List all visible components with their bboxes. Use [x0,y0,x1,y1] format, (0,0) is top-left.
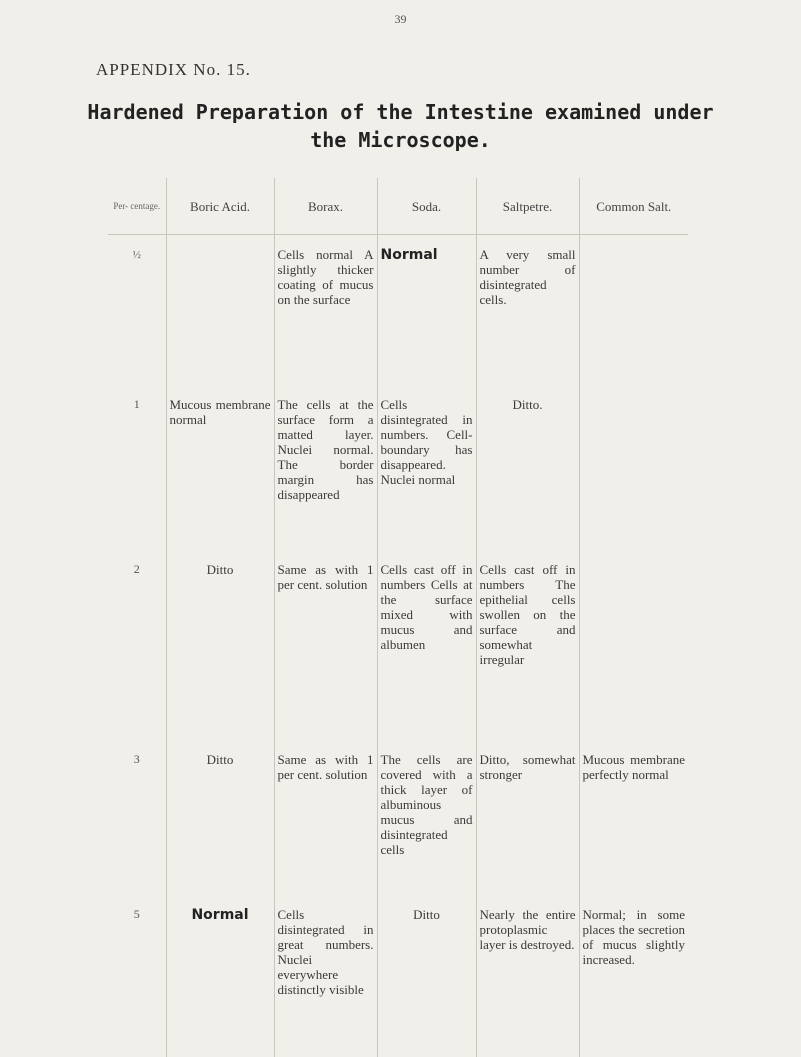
cell-common-salt: Mucous membrane perfectly normal [579,752,688,907]
cell-common-salt: Normal; in some places the secretion of mucus slightly increased. [579,907,688,1057]
cell-saltpetre: Cells cast off in numbers The epithelial cells swollen on the surface and somewhat irregular [476,562,579,752]
row-percentage: 2 [133,562,140,576]
cell-boric-acid: Mucous membrane normal [166,397,274,562]
cell-saltpetre: A very small number of disintegrated cells. [476,235,579,398]
table-row [108,235,688,398]
cell-boric-acid: Ditto [166,562,274,752]
header-boric-acid: Boric Acid. [166,178,274,235]
table-row [108,562,688,752]
table-row [108,752,688,907]
cell-soda: Ditto [377,907,476,1057]
page-title [60,98,741,154]
header-common-salt: Common Salt. [579,178,688,235]
cell-borax: Cells disintegrated in great numbers. Nuclei everywhere distinctly visible [274,907,377,1057]
row-percentage: 3 [133,752,140,766]
cell-soda: The cells are covered with a thick layer of albuminous mucus and disintegrated cells [377,752,476,907]
cell-boric-acid: Ditto [166,752,274,907]
cell-common-salt [579,397,688,562]
cell-boric-acid: Normal [166,907,274,1057]
table-row [108,397,688,562]
cell-boric-acid [166,235,274,398]
cell-borax: Cells normal A slightly thicker coating of mucus on the surface [274,235,377,398]
cell-soda: Cells cast off in numbers Cells at the surface mixed with mucus and albumen [377,562,476,752]
appendix-heading: APPENDIX No. 15. [96,60,251,79]
header-soda: Soda. [377,178,476,235]
results-table [108,178,688,1057]
title-line-2: the Microscope. [310,128,491,152]
cell-saltpetre: Ditto. [476,397,579,562]
cell-common-salt [579,562,688,752]
cell-saltpetre: Nearly the entire protoplasmic layer is destroyed. [476,907,579,1057]
header-saltpetre: Saltpetre. [476,178,579,235]
row-percentage: ½ [132,249,141,261]
cell-common-salt [579,235,688,398]
cell-soda: Normal [377,235,476,398]
row-percentage: 1 [133,397,140,411]
header-percentage: Per- centage. [108,178,166,235]
header-borax: Borax. [274,178,377,235]
page-number: 39 [394,12,407,26]
cell-borax: Same as with 1 per cent. solution [274,752,377,907]
row-percentage: 5 [133,907,140,921]
cell-saltpetre: Ditto, somewhat stronger [476,752,579,907]
title-line-1: Hardened Preparation of the Intestine examined under [87,100,714,124]
cell-borax: Same as with 1 per cent. solution [274,562,377,752]
table-row [108,907,688,1057]
cell-soda: Cells disintegrated in numbers. Cell-boundary has disappeared. Nuclei normal [377,397,476,562]
header-row [108,178,688,235]
cell-borax: The cells at the surface form a matted layer. Nuclei normal. The border margin has disappeared [274,397,377,562]
